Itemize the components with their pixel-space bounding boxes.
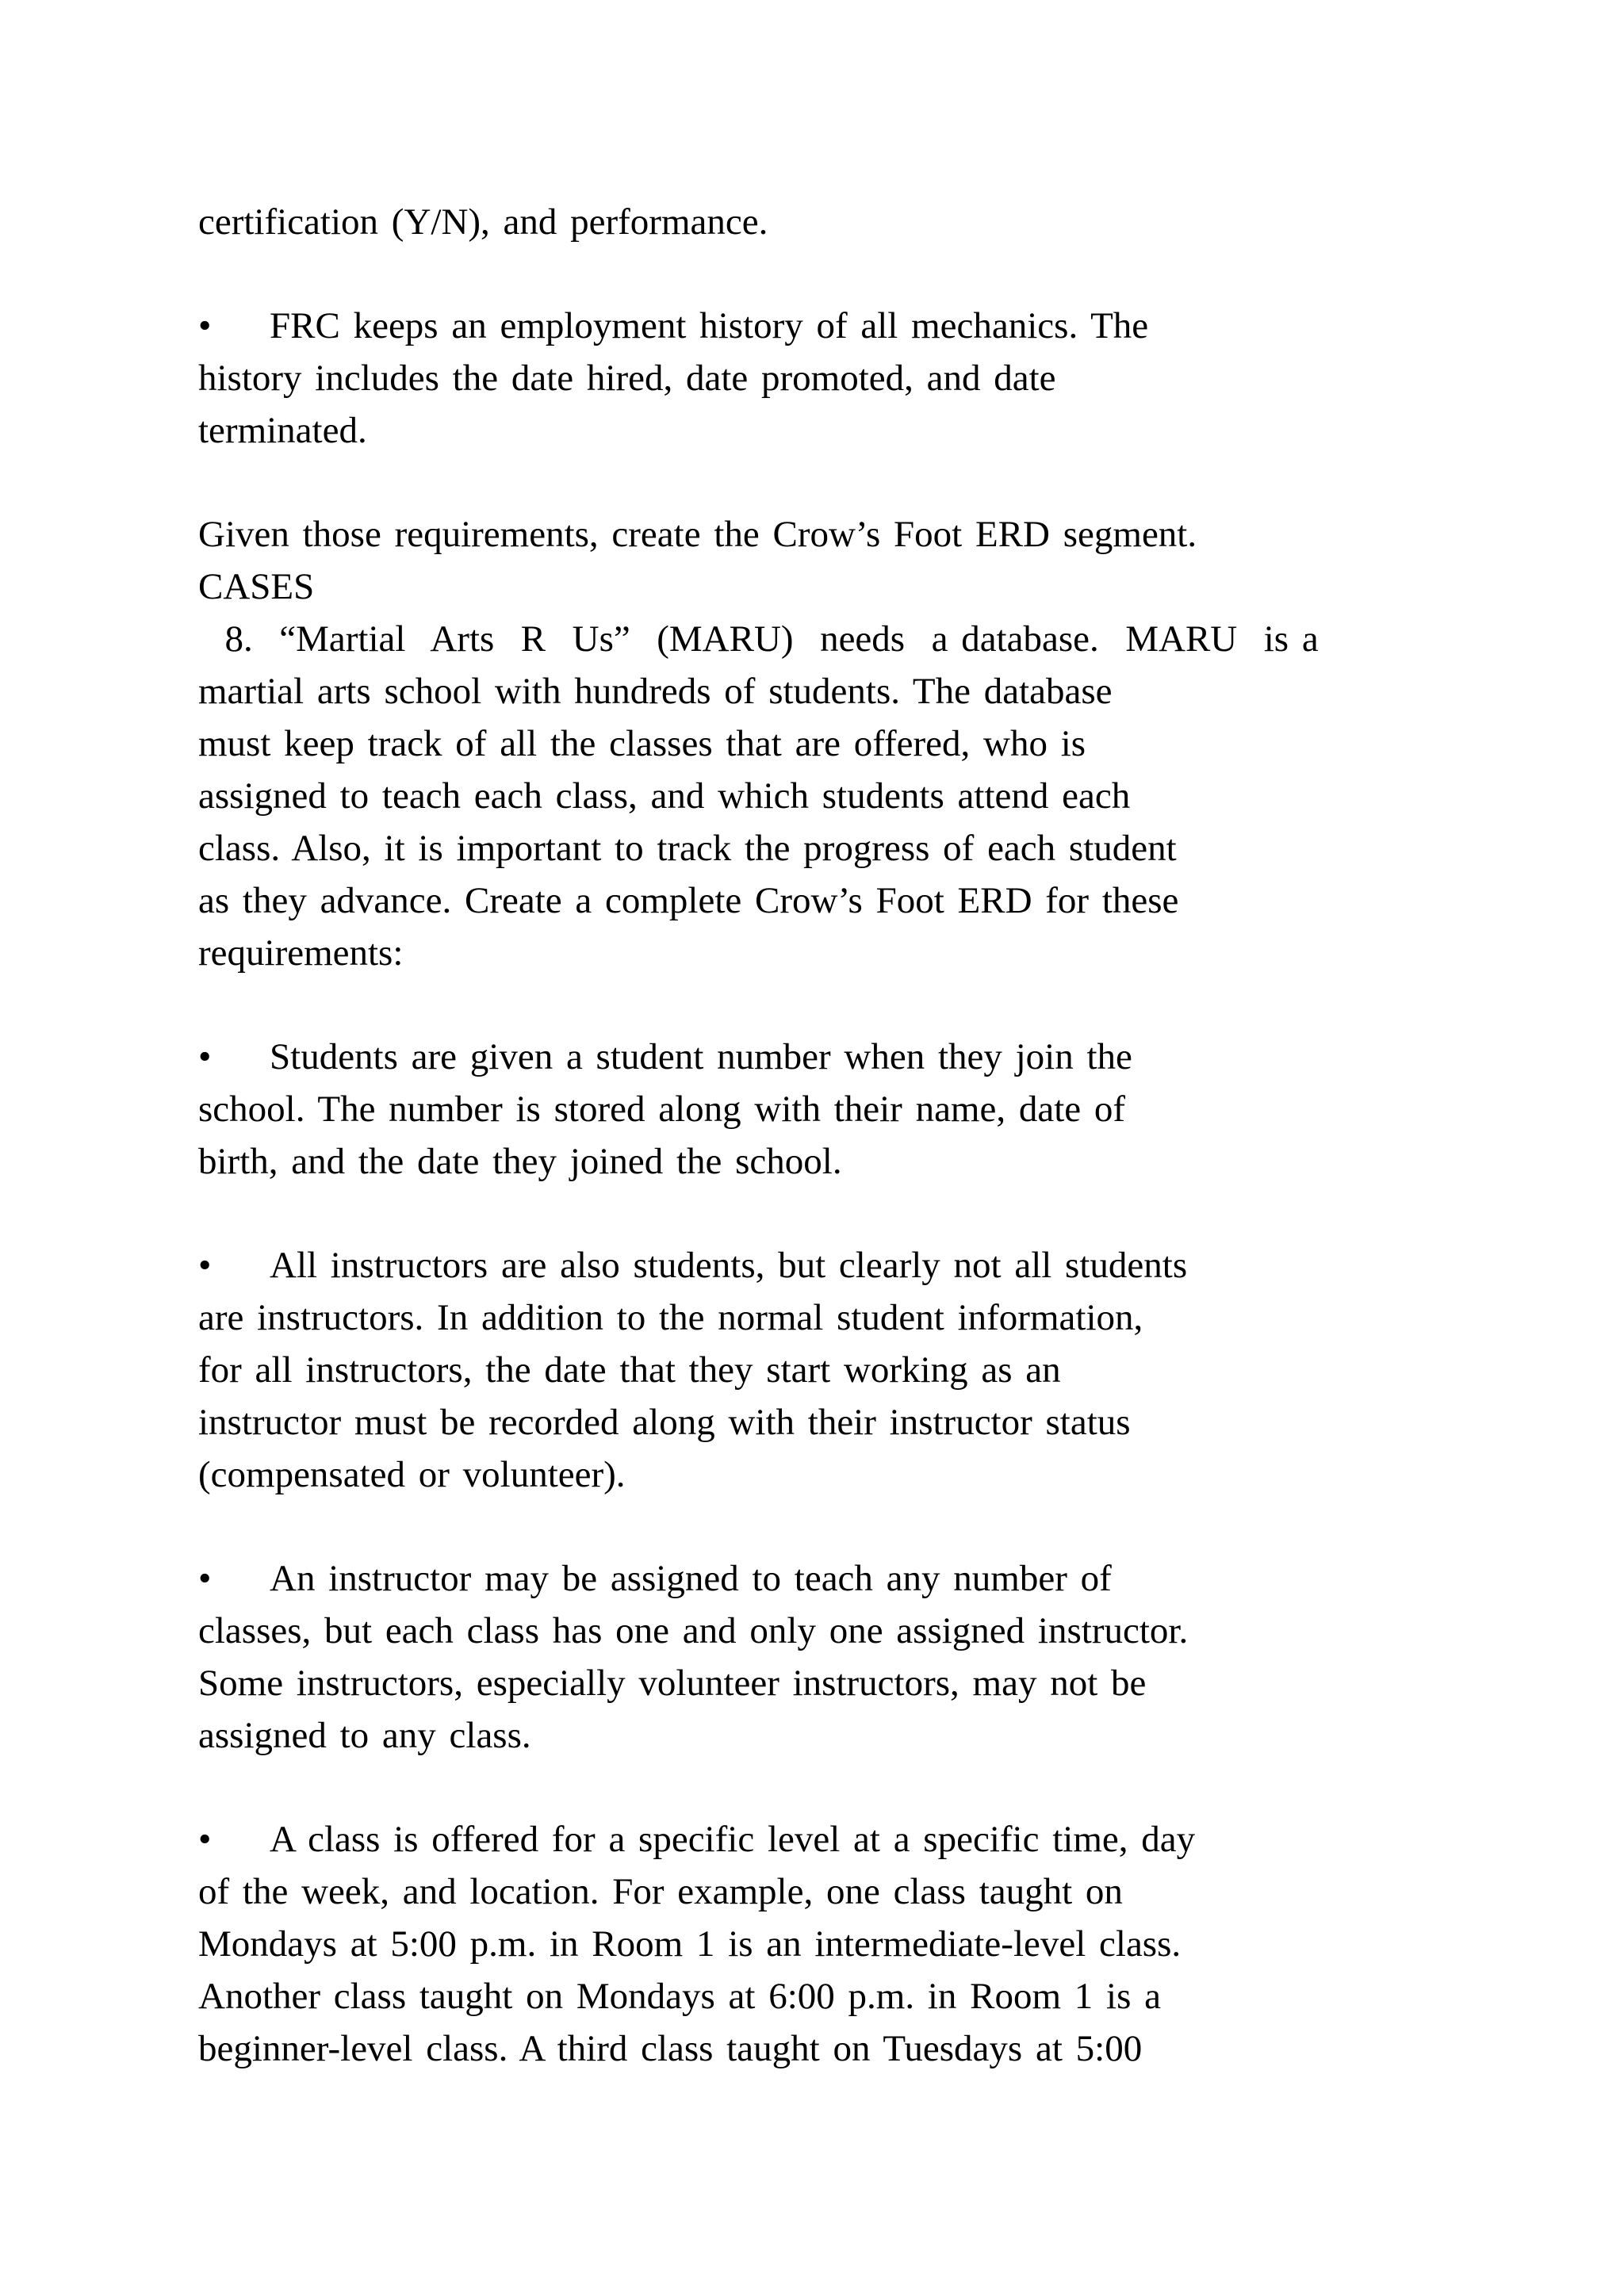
text-line: An instructor may be assigned to teach any number of: [270, 1558, 1112, 1599]
text-line: assigned to teach each class, and which students attend each: [198, 775, 1131, 817]
text-line: of the week, and location. For example, one class taught on: [198, 1871, 1123, 1912]
bullet-glyph: •: [198, 1558, 212, 1599]
text-line: FRC keeps an employment history of all mechanics. The: [270, 305, 1149, 346]
bullet-paragraph-line: [198, 300, 1148, 352]
text-line: Another class taught on Mondays at 6:00 p.m. in Room 1 is a: [198, 1976, 1162, 2017]
text-line: classes, but each class has one and only one assigned instructor.: [198, 1610, 1189, 1651]
text-line: martial arts school with hundreds of students. The database: [198, 671, 1113, 712]
bullet-paragraph-line: [198, 1031, 1132, 1083]
section-heading: CASES: [198, 566, 315, 607]
text-line: beginner-level class. A third class taught on Tuesdays at 5:00: [198, 2028, 1143, 2069]
bullet-glyph: •: [198, 1036, 212, 1077]
text-line: (compensated or volunteer).: [198, 1454, 626, 1495]
text-line: birth, and the date they joined the school.: [198, 1141, 842, 1182]
bullet-paragraph-line: [198, 1813, 1195, 1866]
text-line: Mondays at 5:00 p.m. in Room 1 is an intermediate-level class.: [198, 1923, 1182, 1965]
text-line: All instructors are also students, but clearly not all students: [270, 1245, 1188, 1286]
text-line: class. Also, it is important to track the progress of each student: [198, 828, 1177, 869]
bullet-glyph: •: [198, 1819, 212, 1860]
text-line: school. The number is stored along with their name, date of: [198, 1089, 1126, 1130]
text-line: for all instructors, the date that they start working as an: [198, 1349, 1061, 1391]
text-line: are instructors. In addition to the normal student information,: [198, 1297, 1143, 1338]
text-line: 8. “Martial Arts R Us” (MARU) needs a database. MARU is a: [198, 618, 1319, 660]
bullet-paragraph-line: [198, 1552, 1112, 1605]
text-line: Given those requirements, create the Crow’s Foot ERD segment.: [198, 514, 1197, 555]
text-line: terminated.: [198, 410, 367, 451]
bullet-glyph: •: [198, 305, 212, 346]
text-line: certification (Y/N), and performance.: [198, 201, 768, 243]
text-line: Students are given a student number when they join the: [270, 1036, 1132, 1077]
text-line: history includes the date hired, date promoted, and date: [198, 358, 1056, 399]
text-line: Some instructors, especially volunteer instructors, may not be: [198, 1663, 1147, 1704]
text-line: must keep track of all the classes that are offered, who is: [198, 723, 1086, 764]
text-line: assigned to any class.: [198, 1715, 531, 1756]
bullet-glyph: •: [198, 1245, 212, 1286]
text-line: as they advance. Create a complete Crow’s Foot ERD for these: [198, 880, 1179, 921]
text-line: requirements:: [198, 932, 404, 974]
bullet-paragraph-line: [198, 1239, 1187, 1292]
text-line: instructor must be recorded along with their instructor status: [198, 1402, 1131, 1443]
text-line: A class is offered for a specific level at a specific time, day: [270, 1819, 1196, 1860]
